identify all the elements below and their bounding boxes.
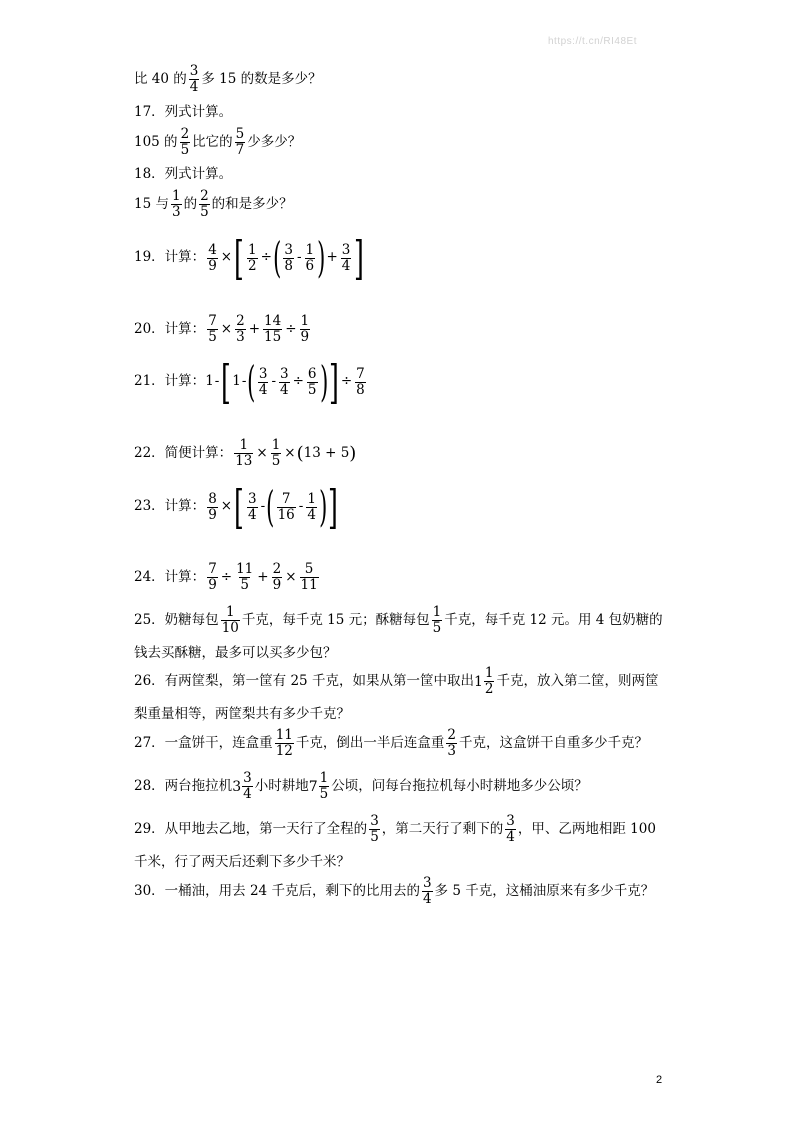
fraction: $\frac{7}{9}$ <box>208 561 217 593</box>
fraction: $\frac{7}{8}$ <box>356 365 365 398</box>
fraction: $\frac{1}{10}$ <box>221 604 239 636</box>
fraction: $\frac{2}{3}$ <box>236 313 245 345</box>
fraction: $\frac{8}{9}$ <box>208 490 217 523</box>
fraction: $\frac{14}{15}$ <box>264 313 282 345</box>
fraction: $\frac{3}{4}$ <box>506 813 515 845</box>
fraction: $\frac{3}{4}$ <box>258 365 268 398</box>
fraction: $\frac{7}{16}$ <box>277 490 295 523</box>
fraction: $\frac{6}{5}$ <box>307 365 317 398</box>
question-17-title: 17．列式计算。 <box>134 104 233 120</box>
fraction: $\frac{1}{9}$ <box>300 313 310 345</box>
question-16: 比 40 的 $\frac{3}{4}$ 多 15 的数是多少？ <box>134 63 322 95</box>
fraction: $\frac{3}{4}$ <box>280 365 289 398</box>
fraction: $\frac{2}{5}$ <box>180 126 190 158</box>
question-18-title: 18．列式计算。 <box>134 166 233 182</box>
fraction: $\frac{11}{12}$ <box>275 727 293 759</box>
fraction: $\frac{3}{4}$ <box>248 490 257 523</box>
fraction: $\frac{5}{11}$ <box>300 561 318 593</box>
fraction: $\frac{5}{7}$ <box>235 126 245 158</box>
fraction: $\frac{3}{4}$ <box>422 875 432 907</box>
question-29-line2: 千米，行了两天后还剩下多少千米？ <box>134 854 350 870</box>
watermark-text: https://t.cn/RI48Et <box>548 36 637 47</box>
fraction: $\frac{11}{5}$ <box>236 561 254 593</box>
fraction: $\frac{1}{6}$ <box>305 241 315 274</box>
question-19: 19．计算： $\frac{4}{9}$ × [ $\frac{1}{2}$ ÷ ( $\frac{3}{8}$ - $\frac{1}{6}$ ) + $\frac{3}{4}$ ] <box>134 231 365 285</box>
question-17: 105 的 $\frac{2}{5}$ 比它的 $\frac{5}{7}$ 少多少？ <box>134 126 302 158</box>
question-27: 27．一盒饼干，连盒重 $\frac{11}{12}$ 千克，倒出一半后连盒重 $\frac{2}{3}$ 千克，这盒饼干自重多少千克？ <box>134 727 648 759</box>
fraction: $\frac{1}{5}$ <box>319 770 329 802</box>
question-30: 30．一桶油，用去 24 千克后，剩下的比用去的 $\frac{3}{4}$ 多 5 千克，这桶油原来有多少千克？ <box>134 875 655 907</box>
fraction: $\frac{2}{5}$ <box>200 188 209 220</box>
fraction: $\frac{4}{9}$ <box>208 241 217 274</box>
question-23: 23．计算： $\frac{8}{9}$ × [ $\frac{3}{4}$ - ( $\frac{7}{16}$ - $\frac{1}{4}$ ) ] <box>134 480 339 534</box>
question-25-line2: 钱去买酥糖，最多可以买多少包？ <box>134 645 337 661</box>
question-18: 15 与 $\frac{1}{3}$ 的 $\frac{2}{5}$ 的和是多少？ <box>134 188 293 220</box>
page-number: 2 <box>656 1074 663 1086</box>
question-26-line2: 梨重量相等，两筐梨共有多少千克？ <box>134 706 350 722</box>
fraction: $\frac{7}{5}$ <box>208 313 217 345</box>
fraction: $\frac{3}{4}$ <box>189 63 199 95</box>
question-20: 20．计算： $\frac{7}{5}$ × $\frac{2}{3}$ + $\frac{14}{15}$ ÷ $\frac{1}{9}$ <box>134 313 310 345</box>
fraction: $\frac{2}{3}$ <box>447 727 456 759</box>
fraction: $\frac{1}{5}$ <box>271 437 281 469</box>
fraction: $\frac{1}{13}$ <box>235 437 253 469</box>
fraction: $\frac{3}{4}$ <box>341 241 351 274</box>
fraction: $\frac{3}{4}$ <box>243 770 252 802</box>
question-28: 28．两台拖拉机 3 $\frac{3}{4}$ 小时耕地 7 $\frac{1}{5}$ 公顷，问每台拖拉机每小时耕地多少公顷？ <box>134 770 588 802</box>
question-21: 21．计算： 1 - [ 1 - ( $\frac{3}{4}$ - $\frac{3}{4}$ ÷ $\frac{6}{5}$ ) ] ÷ $\frac{7}{8}$ <box>134 355 365 409</box>
question-25: 25．奶糖每包 $\frac{1}{10}$ 千克，每千克 15 元；酥糖每包 $\frac{1}{5}$ 千克，每千克 12 元。用 4 包奶糖的 <box>134 604 663 636</box>
fraction: $\frac{3}{5}$ <box>370 813 379 845</box>
fraction: $\frac{1}{3}$ <box>171 188 181 220</box>
fraction: $\frac{1}{2}$ <box>484 665 494 697</box>
fraction: $\frac{1}{2}$ <box>248 241 257 274</box>
fraction: $\frac{2}{9}$ <box>272 561 282 593</box>
question-24: 24．计算： $\frac{7}{9}$ ÷ $\frac{11}{5}$ + $\frac{2}{9}$ × $\frac{5}{11}$ <box>134 561 318 593</box>
fraction: $\frac{1}{5}$ <box>432 604 442 636</box>
fraction: $\frac{3}{8}$ <box>284 241 293 274</box>
question-29: 29．从甲地去乙地，第一天行了全程的 $\frac{3}{5}$ ，第二天行了剩下的 $\frac{3}{4}$ ，甲、乙两地相距 100 <box>134 813 656 845</box>
fraction: $\frac{1}{4}$ <box>307 490 316 523</box>
question-26: 26．有两筐梨，第一筐有 25 千克，如果从第一筐中取出 1 $\frac{1}{2}$ 千克，放入第二筐，则两筐 <box>134 665 659 697</box>
question-22: 22．简便计算： $\frac{1}{13}$ × $\frac{1}{5}$ × ( 13 + 5 ) <box>134 437 357 469</box>
